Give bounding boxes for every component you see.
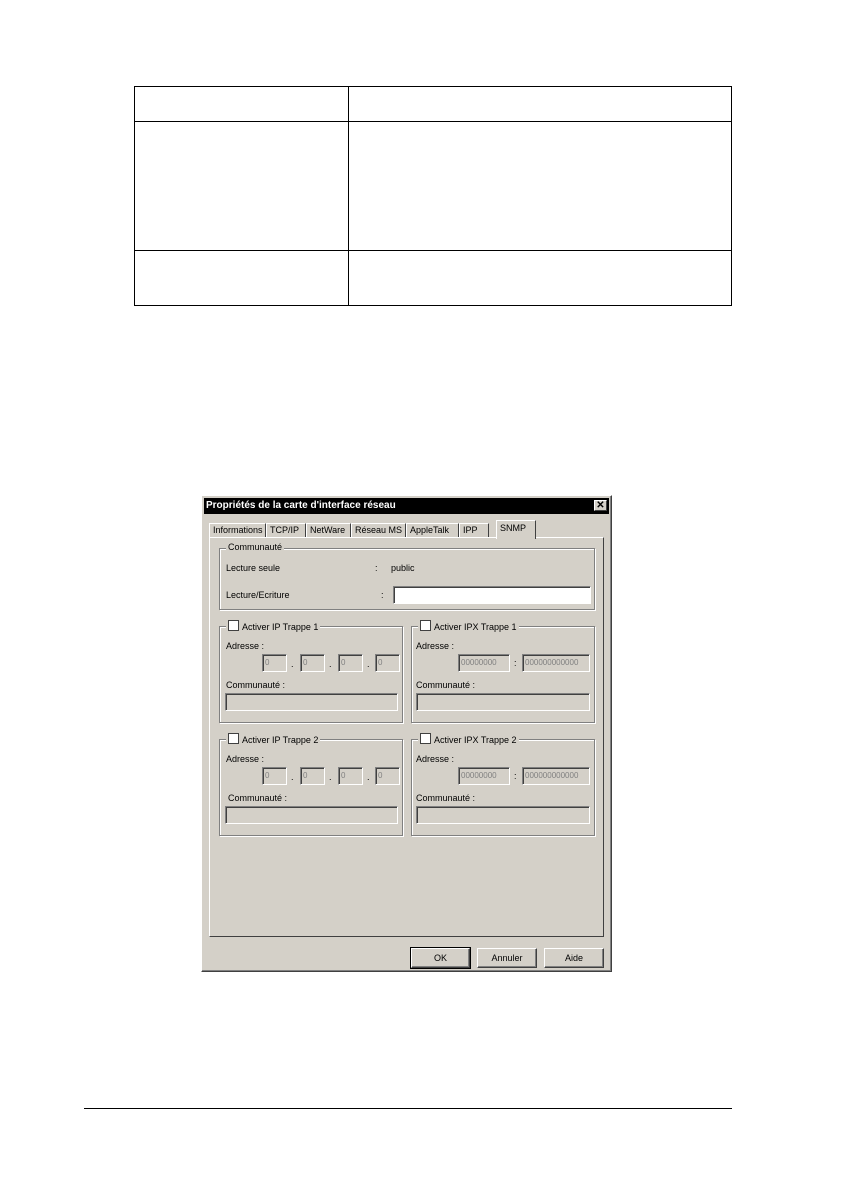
cancel-button[interactable]: Annuler: [477, 948, 537, 968]
tab-informations[interactable]: Informations: [209, 523, 266, 537]
ip-trap-2-label: Activer IP Trappe 2: [242, 735, 319, 745]
table-row: [135, 122, 732, 251]
dialog-title: Propriétés de la carte d'interface réseau: [206, 500, 396, 511]
ip-trap-2-community-input[interactable]: [225, 806, 398, 824]
ip-trap-2-toggle[interactable]: [226, 733, 320, 745]
ok-button[interactable]: OK: [411, 948, 470, 968]
help-button[interactable]: Aide: [544, 948, 604, 968]
ipx-trap-2-group: [411, 735, 595, 836]
ip-dot: .: [291, 659, 294, 669]
ip-trap-2-octet-2[interactable]: 0: [300, 767, 325, 785]
ipx-trap-1-network-input[interactable]: 00000000: [458, 654, 510, 672]
ipx-trap-1-community-input[interactable]: [416, 693, 590, 711]
dialog-titlebar: [204, 498, 609, 514]
read-write-community-input[interactable]: [393, 586, 591, 604]
checkbox-icon[interactable]: [420, 620, 431, 631]
ip-trap-2-octet-1[interactable]: 0: [262, 767, 287, 785]
ipx-trap-1-address-label: Adresse :: [416, 641, 455, 651]
ip-trap-1-label: Activer IP Trappe 1: [242, 622, 319, 632]
read-only-separator: :: [375, 563, 378, 573]
read-only-value: public: [391, 563, 415, 573]
ip-trap-2-octet-3[interactable]: 0: [338, 767, 363, 785]
ip-dot: .: [291, 772, 294, 782]
ipx-separator: :: [514, 771, 517, 781]
ip-dot: .: [329, 772, 332, 782]
ip-trap-1-octet-4[interactable]: 0: [375, 654, 400, 672]
community-group-label: Communauté: [228, 542, 283, 552]
checkbox-icon[interactable]: [228, 620, 239, 631]
checkbox-icon[interactable]: [228, 733, 239, 744]
close-icon[interactable]: ✕: [594, 500, 607, 511]
ip-trap-2-group: [219, 735, 403, 836]
snmp-panel: [209, 537, 604, 937]
read-write-separator: :: [381, 590, 384, 600]
ip-trap-1-octet-3[interactable]: 0: [338, 654, 363, 672]
ipx-trap-2-network-input[interactable]: 00000000: [458, 767, 510, 785]
read-only-label: Lecture seule: [226, 563, 281, 573]
ip-trap-2-octet-4[interactable]: 0: [375, 767, 400, 785]
table-cell: [135, 122, 349, 251]
ip-trap-1-group: [219, 622, 403, 723]
ip-dot: .: [329, 659, 332, 669]
tab-appletalk[interactable]: AppleTalk: [406, 523, 459, 537]
ip-trap-1-toggle[interactable]: [226, 620, 320, 632]
ip-trap-1-octet-2[interactable]: 0: [300, 654, 325, 672]
table-row: [135, 251, 732, 306]
ipx-trap-1-group: [411, 622, 595, 723]
read-write-label: Lecture/Ecriture: [226, 590, 290, 600]
tab-snmp[interactable]: SNMP: [496, 520, 536, 539]
ipx-trap-2-community-input[interactable]: [416, 806, 590, 824]
ipx-trap-1-label: Activer IPX Trappe 1: [434, 622, 517, 632]
ipx-trap-2-address-label: Adresse :: [416, 754, 455, 764]
tab-reseau-ms[interactable]: Réseau MS: [351, 523, 406, 537]
ip-trap-1-octet-1[interactable]: 0: [262, 654, 287, 672]
table-cell: [349, 251, 732, 306]
table-cell: [135, 251, 349, 306]
checkbox-icon[interactable]: [420, 733, 431, 744]
table-cell: [135, 87, 349, 122]
tab-tcpip[interactable]: TCP/IP: [266, 523, 306, 537]
table-cell: [349, 122, 732, 251]
tab-netware[interactable]: NetWare: [306, 523, 351, 537]
ip-trap-1-community-input[interactable]: [225, 693, 398, 711]
ipx-trap-1-community-label: Communauté :: [416, 680, 476, 690]
footer-rule: [84, 1108, 732, 1109]
ipx-separator: :: [514, 658, 517, 668]
ip-trap-2-community-label: Communauté :: [228, 793, 288, 803]
ip-dot: .: [367, 772, 370, 782]
ip-dot: .: [367, 659, 370, 669]
ipx-trap-2-label: Activer IPX Trappe 2: [434, 735, 517, 745]
ip-trap-2-address-label: Adresse :: [226, 754, 265, 764]
ip-trap-1-community-label: Communauté :: [226, 680, 286, 690]
table-cell: [349, 87, 732, 122]
ipx-trap-1-node-input[interactable]: 000000000000: [522, 654, 590, 672]
document-table: [134, 86, 732, 306]
ipx-trap-1-toggle[interactable]: [418, 620, 519, 632]
ipx-trap-2-toggle[interactable]: [418, 733, 519, 745]
ipx-trap-2-community-label: Communauté :: [416, 793, 476, 803]
ip-trap-1-address-label: Adresse :: [226, 641, 265, 651]
ipx-trap-2-node-input[interactable]: 000000000000: [522, 767, 590, 785]
table-row: [135, 87, 732, 122]
tab-ipp[interactable]: IPP: [459, 523, 489, 537]
community-group: [219, 542, 595, 610]
nic-properties-dialog: [201, 495, 612, 972]
